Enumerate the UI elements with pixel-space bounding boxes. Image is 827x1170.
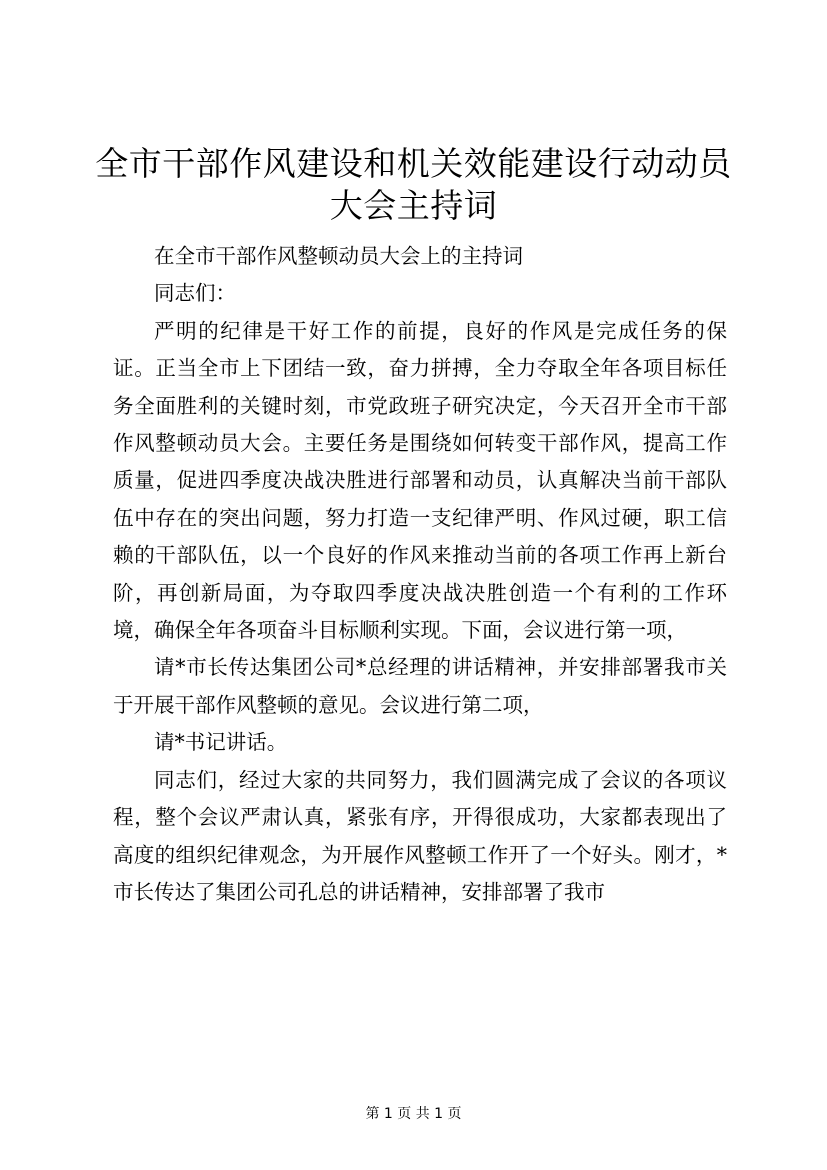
subtitle-paragraph: 在全市干部作风整顿动员大会上的主持词 [154, 244, 523, 268]
page-number-footer: 第 1 页 共 1 页 [365, 1106, 462, 1122]
body-paragraph: 请*书记讲话。 [154, 730, 288, 755]
salutation-paragraph: 同志们： [154, 281, 236, 306]
body-paragraph: 严明的纪律是干好工作的前提，良好的作风是完成任务的保证。正当全市上下团结一致，奋力拼搏，全力夺取全年各项目标任务全面胜利的关键时刻，市党政班子研究决定，今天召开全市干部作风整顿动员大会。主要任务是围绕如何转变干部作风，提高工作质量，促进四季度决战决胜进行部署和动员，认真解决当前干部队伍中存在的突出问题，努力打造一支纪律严明、作风过硬，职工信赖的干部队伍，以一个良好的作风来推动当前的各项工作再上新台阶，再创新局面，为夺取四季度决战决胜创造一个有利的工作环境，确保全年各项奋斗目标顺利实现。下面，会议进行第一项， [113, 318, 727, 643]
body-paragraph: 请*市长传达集团公司*总经理的讲话精神，并安排部署我市关于开展干部作风整顿的意见。会议进行第二项， [113, 655, 727, 717]
document-body [113, 238, 727, 911]
body-paragraph: 同志们，经过大家的共同努力，我们圆满完成了会议的各项议程，整个会议严肃认真，紧张有序，开得很成功，大家都表现出了高度的组织纪律观念，为开展作风整顿工作开了一个好头。刚才，*市长传达了集团公司孔总的讲话精神，安排部署了我市 [113, 767, 727, 904]
document-title: 全市干部作风建设和机关效能建设行动动员大会主持词 [95, 144, 732, 225]
